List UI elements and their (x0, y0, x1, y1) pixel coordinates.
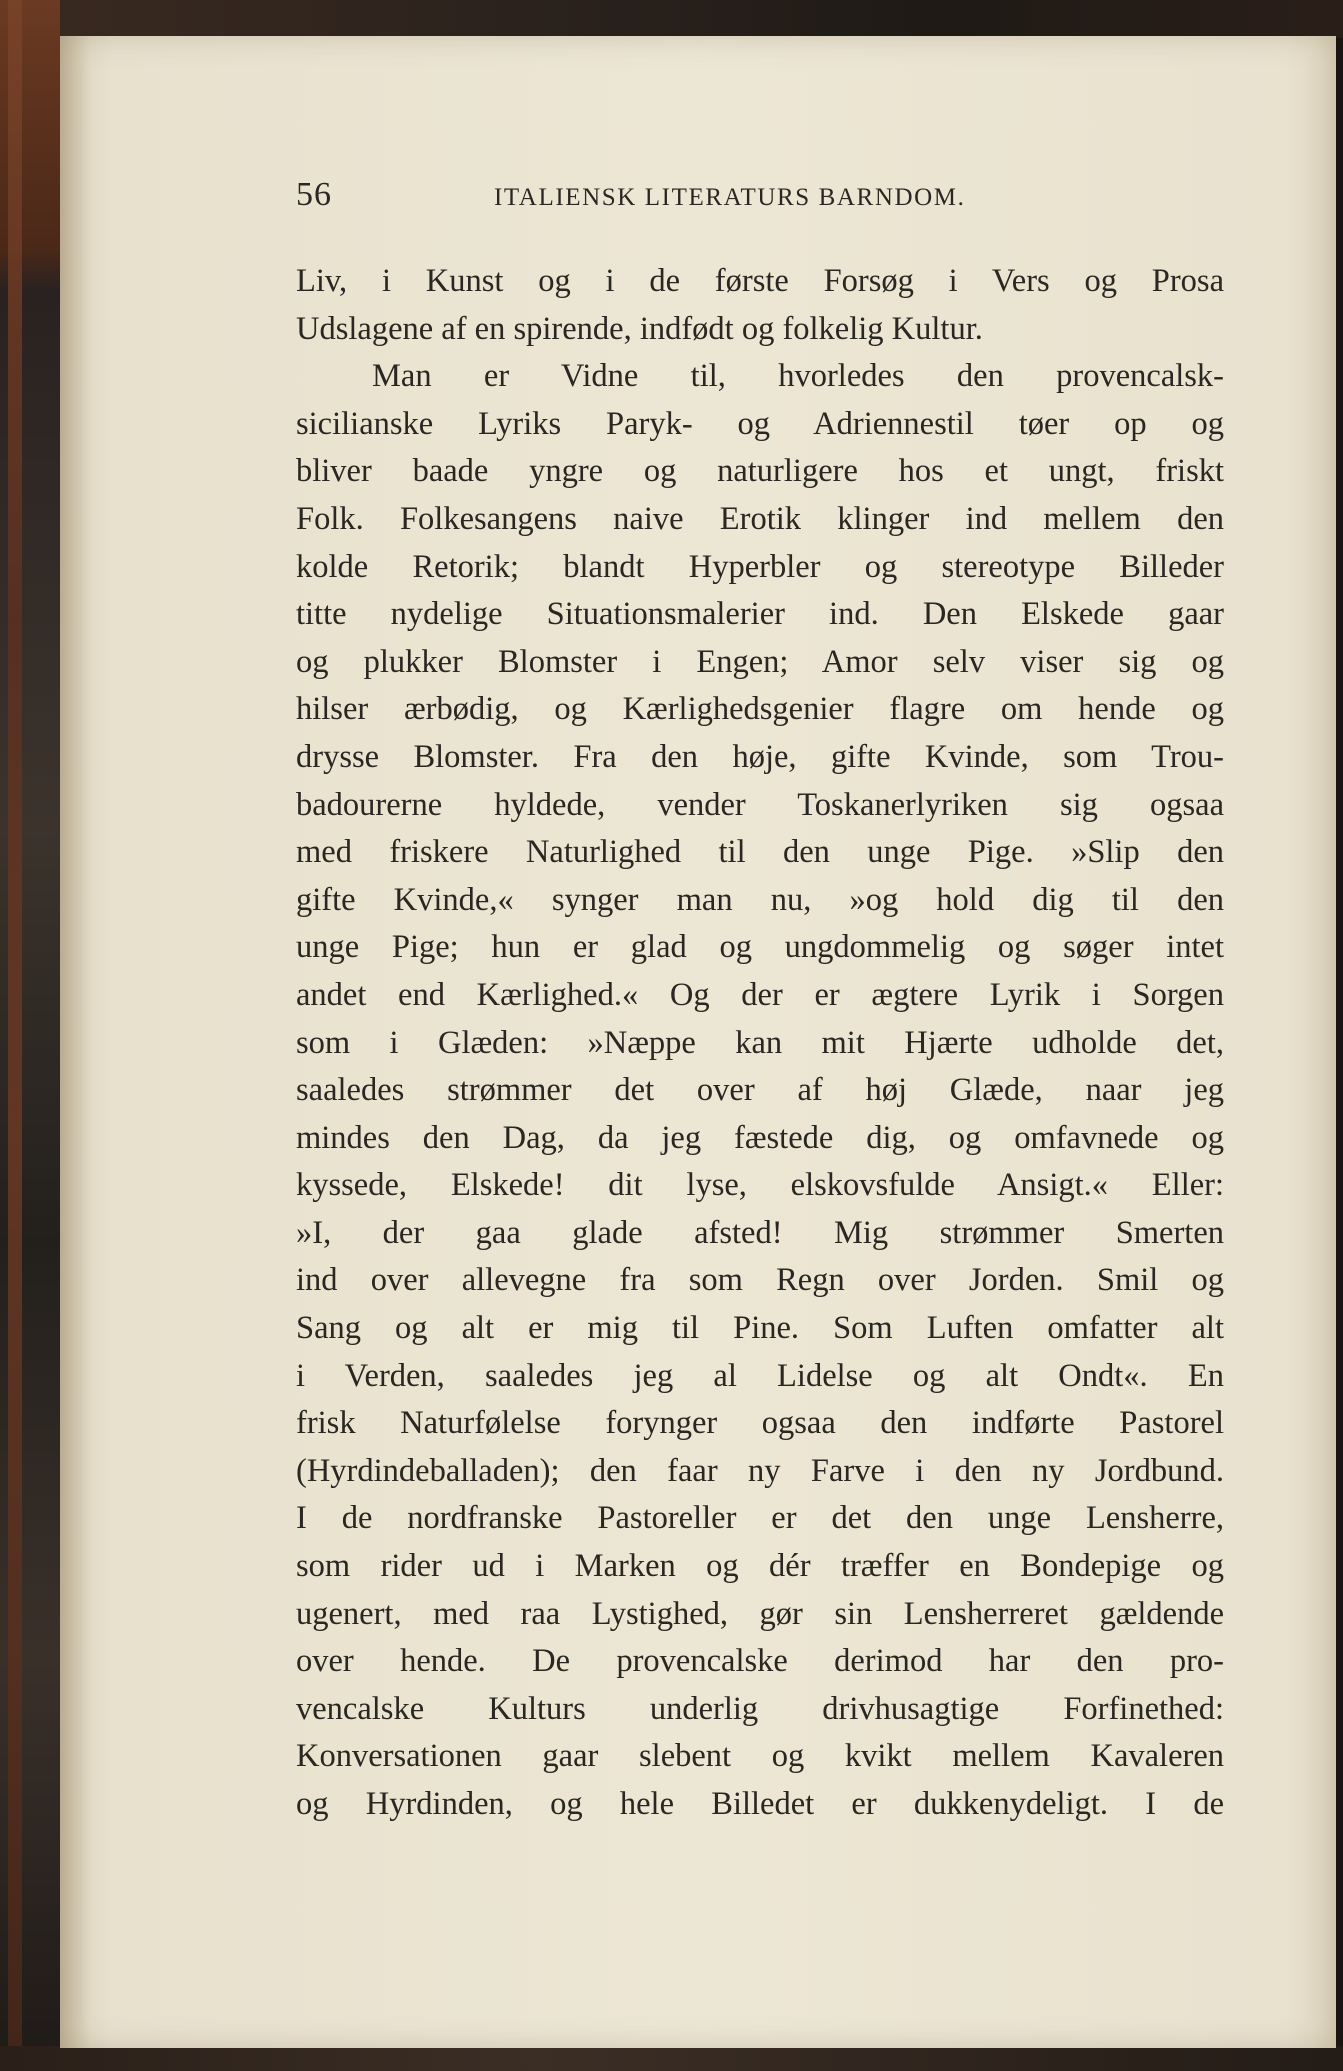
text-line: hilser ærbødig, og Kærlighedsgenier flagre om hende og (296, 691, 1224, 728)
text-line: saaledes strømmer det over af høj Glæde, naar jeg (296, 1072, 1224, 1109)
text-line: Man er Vidne til, hvorledes den provencalsk- (372, 358, 1224, 395)
binding-leather-strip (8, 0, 22, 2071)
page-number: 56 (296, 176, 332, 213)
text-line: over hende. De provencalske derimod har den pro- (296, 1643, 1224, 1680)
page-header (296, 176, 1226, 226)
book-binding (0, 0, 60, 2071)
body-text (296, 258, 1224, 1829)
text-line: Udslagene af en spirende, indfødt og folkelig Kultur. (296, 310, 983, 347)
text-line: Sang og alt er mig til Pine. Som Luften omfatter alt (296, 1310, 1224, 1347)
text-line: som rider ud i Marken og dér træffer en Bondepige og (296, 1548, 1224, 1585)
text-line: vencalske Kulturs underlig drivhusagtige Forfinethed: (296, 1690, 1224, 1727)
text-line: kolde Retorik; blandt Hyperbler og stereotype Billeder (296, 548, 1224, 585)
text-line: Liv, i Kunst og i de første Forsøg i Vers og Prosa (296, 263, 1224, 299)
text-line: og Hyrdinden, og hele Billedet er dukkenydeligt. I de (296, 1786, 1224, 1822)
running-head: ITALIENSK LITERATURS BARNDOM. (494, 184, 966, 211)
text-line: »I, der gaa glade afsted! Mig strømmer Smerten (296, 1214, 1224, 1251)
top-page-edge (0, 0, 1343, 38)
text-line: mindes den Dag, da jeg fæstede dig, og omfavnede og (296, 1119, 1224, 1156)
text-line: (Hyrdindeballaden); den faar ny Farve i den ny Jordbund. (296, 1452, 1224, 1489)
page-gutter-shadow (60, 36, 90, 2048)
text-line: Folk. Folkesangens naive Erotik klinger ind mellem den (296, 500, 1224, 537)
text-line: unge Pige; hun er glad og ungdommelig og søger intet (296, 929, 1224, 966)
text-line: frisk Naturfølelse forynger ogsaa den indførte Pastorel (296, 1405, 1224, 1442)
text-line: ugenert, med raa Lystighed, gør sin Lensherreret gældende (296, 1595, 1224, 1632)
text-line: i Verden, saaledes jeg al Lidelse og alt Ondt«. En (296, 1357, 1224, 1394)
text-line: gifte Kvinde,« synger man nu, »og hold dig til den (296, 881, 1224, 918)
text-line: Konversationen gaar slebent og kvikt mellem Kavaleren (296, 1738, 1224, 1775)
text-line: I de nordfranske Pastoreller er det den unge Lensherre, (296, 1500, 1224, 1537)
text-line: ind over allevegne fra som Regn over Jorden. Smil og (296, 1262, 1224, 1299)
text-line: badourerne hyldede, vender Toskanerlyriken sig ogsaa (296, 786, 1224, 823)
text-line: med friskere Naturlighed til den unge Pige. »Slip den (296, 834, 1224, 871)
text-line: som i Glæden: »Næppe kan mit Hjærte udholde det, (296, 1024, 1224, 1061)
text-line: titte nydelige Situationsmalerier ind. Den Elskede gaar (296, 596, 1224, 633)
text-line: andet end Kærlighed.« Og der er ægtere Lyrik i Sorgen (296, 976, 1224, 1013)
text-line: og plukker Blomster i Engen; Amor selv viser sig og (296, 643, 1224, 680)
text-line: drysse Blomster. Fra den høje, gifte Kvinde, som Trou- (296, 738, 1224, 775)
text-line: bliver baade yngre og naturligere hos et ungt, friskt (296, 453, 1224, 490)
text-line: sicilianske Lyriks Paryk- og Adriennestil tøer op og (296, 405, 1224, 442)
text-line: kyssede, Elskede! dit lyse, elskovsfulde Ansigt.« Eller: (296, 1167, 1224, 1204)
bottom-page-edge (0, 2046, 1343, 2071)
